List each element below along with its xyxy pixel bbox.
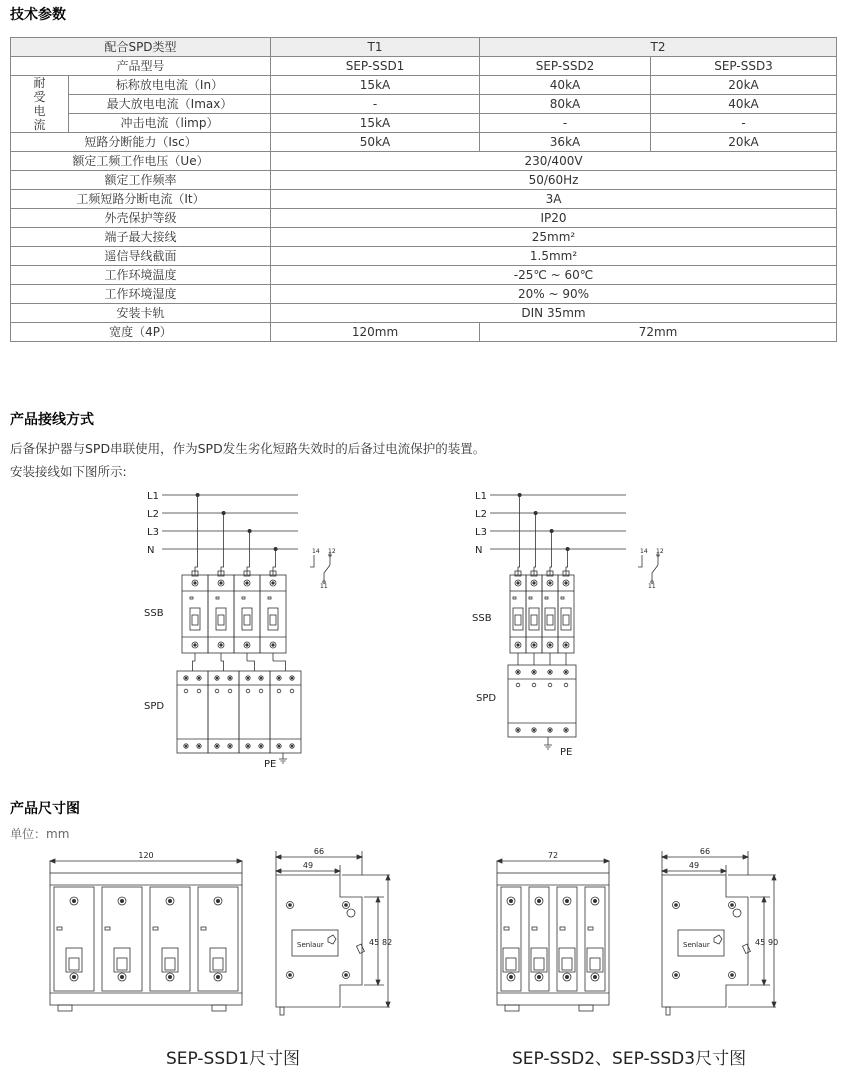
drop-wire (247, 531, 250, 575)
withstand-label (11, 76, 69, 133)
toggle-lever-icon (213, 958, 223, 970)
aux-contact-icon (310, 555, 330, 581)
indicator-icon (216, 597, 219, 599)
toggle-lever-icon (547, 615, 553, 625)
depth-dimension: 66 (313, 847, 325, 856)
height-inner-label: 45 (369, 938, 380, 947)
screw-center-icon (247, 745, 249, 747)
indicator-dot (516, 683, 520, 687)
spd-module (208, 671, 239, 753)
screw-center-icon (565, 729, 567, 731)
toggle-lever-icon (244, 615, 250, 625)
line-label-l3: L3 (147, 527, 159, 538)
table-row (11, 266, 837, 285)
table-row (11, 285, 837, 304)
screw-center-icon (537, 899, 540, 902)
toggle-handle-icon (587, 948, 603, 972)
screw-center-icon (120, 899, 123, 902)
wiring-description: 后备保护器与SPD串联使用，作为SPD发生劣化短路失效时的后备过电流保护的装置。 (10, 441, 486, 456)
screw-center-icon (246, 644, 248, 646)
indicator-icon (561, 597, 564, 599)
row-label: 额定工频工作电压（Ue） (11, 152, 271, 171)
toggle-handle-icon (531, 948, 547, 972)
screw-center-icon (549, 671, 551, 673)
toggle-lever-icon (192, 615, 198, 625)
spd-module (508, 665, 576, 737)
row-label: 短路分断能力（Isc） (11, 133, 271, 152)
breaker-pole (234, 575, 260, 653)
line-label-l1: L1 (475, 491, 487, 502)
toggle-lever-icon (590, 958, 600, 970)
screw-icon (347, 909, 355, 917)
terminal-dot (323, 581, 325, 583)
breaker-pole (558, 575, 574, 653)
screw-center-icon (565, 899, 568, 902)
table-row (11, 304, 837, 323)
toggle-lever-icon (270, 615, 276, 625)
screw-center-icon (198, 677, 200, 679)
row-label: 最大放电电流（Imax） (69, 95, 271, 114)
screw-center-icon (509, 899, 512, 902)
cell: 20kA (651, 133, 837, 152)
screw-center-icon (278, 677, 280, 679)
cell: 15kA (271, 114, 480, 133)
spec-table (10, 37, 837, 342)
cell: 3A (271, 190, 837, 209)
inner-depth-dimension: 49 (688, 861, 700, 870)
breaker-pole (182, 575, 208, 653)
screw-center-icon (549, 729, 551, 731)
cell: 120mm (271, 323, 480, 342)
toggle-lever-icon (218, 615, 224, 625)
screw-center-icon (291, 745, 293, 747)
ssb-label: SSB (472, 613, 492, 624)
row-label: 工频短路分断电流（It） (11, 190, 271, 209)
toggle-lever-icon (531, 615, 537, 625)
caption-ssd1: SEP-SSD1尺寸图 (166, 1049, 301, 1069)
table-row (11, 209, 837, 228)
din-clip (666, 1007, 670, 1015)
screw-center-icon (216, 975, 219, 978)
line-label-l2: L2 (475, 509, 487, 520)
toggle-handle-icon (216, 608, 226, 630)
indicator-dot (259, 689, 263, 693)
unit-label: 单位：mm (10, 827, 70, 841)
screw-center-icon (120, 975, 123, 978)
screw-center-icon (549, 644, 551, 646)
spd-module (177, 671, 208, 753)
row-label: 端子最大接线 (11, 228, 271, 247)
breaker-pole (542, 575, 558, 653)
cell: - (480, 114, 651, 133)
cell: -25℃ ~ 60℃ (271, 266, 837, 285)
line-label-n: N (475, 545, 483, 556)
brand-logo-icon (714, 935, 722, 944)
screw-center-icon (168, 899, 171, 902)
cell: 230/400V (271, 152, 837, 171)
toggle-handle-icon (66, 948, 82, 972)
toggle-handle-icon (210, 948, 226, 972)
height-inner-label: 45 (755, 938, 766, 947)
screw-center-icon (229, 745, 231, 747)
cell: 40kA (651, 95, 837, 114)
toggle-handle-icon (242, 608, 252, 630)
screw-center-icon (168, 975, 171, 978)
line-label-n: N (147, 545, 155, 556)
toggle-lever-icon (506, 958, 516, 970)
cell: 50kA (271, 133, 480, 152)
indicator-icon (242, 597, 245, 599)
spd-module (239, 671, 270, 753)
width-dimension: 120 (138, 851, 154, 860)
cell: 36kA (480, 133, 651, 152)
table-row (11, 95, 837, 114)
aux-contact-icon (638, 555, 658, 581)
screw-center-icon (291, 677, 293, 679)
indicator-icon (560, 927, 565, 930)
table-row (11, 114, 837, 133)
cell: 72mm (480, 323, 837, 342)
front-outline (497, 873, 609, 1005)
link-wire (193, 661, 196, 671)
screw-center-icon (72, 899, 75, 902)
toggle-handle-icon (114, 948, 130, 972)
wiring-diagram-ssd2 (468, 485, 668, 775)
toggle-lever-icon (563, 615, 569, 625)
screw-center-icon (593, 975, 596, 978)
screw-center-icon (220, 644, 222, 646)
pe-label: PE (264, 759, 277, 770)
indicator-dot (246, 689, 250, 693)
breaker-pole (260, 575, 286, 653)
header-cell: 配合SPD类型 (11, 38, 271, 57)
link-wire (221, 661, 224, 671)
drop-wire (195, 495, 198, 575)
cell: DIN 35mm (271, 304, 837, 323)
toggle-handle-icon (513, 608, 523, 630)
toggle-lever-icon (562, 958, 572, 970)
screw-center-icon (246, 582, 248, 584)
spd-module (270, 671, 301, 753)
screw-center-icon (565, 671, 567, 673)
cell: 20% ~ 90% (271, 285, 837, 304)
row-label: 宽度（4P） (11, 323, 271, 342)
table-row (11, 57, 837, 76)
screw-icon (733, 909, 741, 917)
section-title-wiring: 产品接线方式 (10, 412, 94, 428)
depth-dimension: 66 (699, 847, 711, 856)
toggle-handle-icon (529, 608, 539, 630)
screw-center-icon (194, 644, 196, 646)
screw-center-icon (517, 729, 519, 731)
cell: IP20 (271, 209, 837, 228)
toggle-lever-icon (534, 958, 544, 970)
contact-label: 12 (328, 548, 336, 555)
screw-center-icon (229, 677, 231, 679)
height-total-label: 90 (768, 938, 779, 947)
indicator-icon (588, 927, 593, 930)
indicator-dot (228, 689, 232, 693)
toggle-lever-icon (69, 958, 79, 970)
toggle-lever-icon (515, 615, 521, 625)
toggle-handle-icon (545, 608, 555, 630)
front-outline (50, 873, 242, 1005)
screw-center-icon (272, 644, 274, 646)
row-label: 外壳保护等级 (11, 209, 271, 228)
indicator-icon (57, 927, 62, 930)
terminal-dot (651, 581, 653, 583)
row-label: 安装卡轨 (11, 304, 271, 323)
cell: 15kA (271, 76, 480, 95)
indicator-dot (197, 689, 201, 693)
screw-center-icon (731, 904, 734, 907)
contact-label: 11 (320, 583, 328, 590)
screw-center-icon (533, 671, 535, 673)
toggle-handle-icon (190, 608, 200, 630)
screw-center-icon (565, 975, 568, 978)
cell: 50/60Hz (271, 171, 837, 190)
screw-center-icon (675, 904, 678, 907)
link-wire (247, 661, 255, 671)
caption-ssd2-ssd3: SEP-SSD2、SEP-SSD3尺寸图 (512, 1049, 747, 1069)
screw-center-icon (289, 904, 292, 907)
latch-icon (742, 944, 750, 953)
contact-label: 14 (312, 548, 320, 555)
table-row (11, 247, 837, 266)
indicator-icon (201, 927, 206, 930)
toggle-handle-icon (503, 948, 519, 972)
indicator-icon (153, 927, 158, 930)
screw-center-icon (260, 745, 262, 747)
table-row (11, 190, 837, 209)
brand-logo: Senlaur (297, 941, 324, 949)
table-row (11, 228, 837, 247)
indicator-dot (548, 683, 552, 687)
din-clip (280, 1007, 284, 1015)
indicator-dot (532, 683, 536, 687)
screw-center-icon (517, 582, 519, 584)
section-title-dims: 产品尺寸图 (10, 801, 80, 817)
drop-wire (550, 531, 552, 575)
screw-center-icon (278, 745, 280, 747)
cell: 80kA (480, 95, 651, 114)
screw-center-icon (220, 582, 222, 584)
contact-label: 11 (648, 583, 656, 590)
header-cell: T2 (480, 38, 837, 57)
breaker-pole (526, 575, 542, 653)
wiring-diagram-ssd1 (140, 485, 340, 775)
screw-center-icon (272, 582, 274, 584)
screw-center-icon (533, 582, 535, 584)
breaker-pole (208, 575, 234, 653)
indicator-icon (190, 597, 193, 599)
screw-center-icon (72, 975, 75, 978)
row-label: 额定工作频率 (11, 171, 271, 190)
ssb-label: SSB (144, 608, 164, 619)
dimension-drawing-ssd2-ssd3 (490, 845, 830, 1030)
drop-wire (518, 495, 520, 575)
indicator-icon (105, 927, 110, 930)
table-row (11, 76, 837, 95)
cell: - (271, 95, 480, 114)
din-clip (505, 1005, 519, 1011)
indicator-icon (532, 927, 537, 930)
indicator-dot (184, 689, 188, 693)
row-label: 冲击电流（limp） (69, 114, 271, 133)
screw-center-icon (345, 904, 348, 907)
screw-center-icon (509, 975, 512, 978)
indicator-dot (564, 683, 568, 687)
dimension-drawing-ssd1 (40, 845, 420, 1030)
ground-icon (544, 737, 552, 749)
link-wire (273, 661, 286, 671)
screw-center-icon (185, 677, 187, 679)
height-total-label: 82 (382, 938, 393, 947)
section-title-tech: 技术参数 (10, 7, 66, 23)
screw-center-icon (731, 974, 734, 977)
brand-logo-icon (328, 935, 336, 944)
screw-center-icon (247, 677, 249, 679)
spd-label: SPD (144, 701, 165, 712)
screw-center-icon (345, 974, 348, 977)
toggle-handle-icon (162, 948, 178, 972)
toggle-lever-icon (165, 958, 175, 970)
indicator-icon (513, 597, 516, 599)
header-cell: T1 (271, 38, 480, 57)
screw-center-icon (533, 729, 535, 731)
cell: SEP-SSD3 (651, 57, 837, 76)
screw-center-icon (565, 582, 567, 584)
toggle-lever-icon (117, 958, 127, 970)
contact-label: 14 (640, 548, 648, 555)
withstand-label-text: 耐受电流 (33, 76, 46, 132)
row-label: 遥信导线截面 (11, 247, 271, 266)
breaker-pole (510, 575, 526, 653)
screw-center-icon (216, 745, 218, 747)
screw-center-icon (216, 899, 219, 902)
spd-label: SPD (476, 693, 497, 704)
drop-wire (221, 513, 224, 575)
row-label: 工作环境温度 (11, 266, 271, 285)
cell: SEP-SSD2 (480, 57, 651, 76)
screw-center-icon (185, 745, 187, 747)
cell: SEP-SSD1 (271, 57, 480, 76)
line-label-l3: L3 (475, 527, 487, 538)
screw-center-icon (216, 677, 218, 679)
screw-center-icon (198, 745, 200, 747)
row-label: 工作环境湿度 (11, 285, 271, 304)
indicator-icon (545, 597, 548, 599)
table-row (11, 152, 837, 171)
latch-icon (356, 944, 364, 953)
wiring-install-note: 安装接线如下图所示: (10, 464, 127, 479)
cell: 20kA (651, 76, 837, 95)
screw-center-icon (533, 644, 535, 646)
ground-icon (279, 753, 287, 763)
indicator-icon (504, 927, 509, 930)
drop-wire (534, 513, 536, 575)
table-row (11, 133, 837, 152)
line-label-l1: L1 (147, 491, 159, 502)
screw-center-icon (517, 671, 519, 673)
toggle-handle-icon (268, 608, 278, 630)
screw-center-icon (537, 975, 540, 978)
screw-center-icon (549, 582, 551, 584)
cell: 1.5mm² (271, 247, 837, 266)
cell: - (651, 114, 837, 133)
indicator-dot (277, 689, 281, 693)
line-label-l2: L2 (147, 509, 159, 520)
inner-depth-dimension: 49 (302, 861, 314, 870)
screw-center-icon (593, 899, 596, 902)
cell: 25mm² (271, 228, 837, 247)
screw-center-icon (565, 644, 567, 646)
indicator-dot (290, 689, 294, 693)
din-clip (212, 1005, 226, 1011)
indicator-dot (215, 689, 219, 693)
width-dimension: 72 (547, 851, 559, 860)
toggle-handle-icon (559, 948, 575, 972)
brand-logo: Senlaur (683, 941, 710, 949)
indicator-icon (268, 597, 271, 599)
table-row (11, 171, 837, 190)
screw-center-icon (194, 582, 196, 584)
din-clip (579, 1005, 593, 1011)
table-header-row (11, 38, 837, 57)
screw-center-icon (675, 974, 678, 977)
row-label: 产品型号 (11, 57, 271, 76)
screw-center-icon (517, 644, 519, 646)
cell: 40kA (480, 76, 651, 95)
indicator-icon (529, 597, 532, 599)
table-row (11, 323, 837, 342)
pe-label: PE (560, 747, 573, 758)
din-clip (58, 1005, 72, 1011)
row-label: 标称放电电流（In） (69, 76, 271, 95)
screw-center-icon (260, 677, 262, 679)
contact-label: 12 (656, 548, 664, 555)
screw-center-icon (289, 974, 292, 977)
toggle-handle-icon (561, 608, 571, 630)
